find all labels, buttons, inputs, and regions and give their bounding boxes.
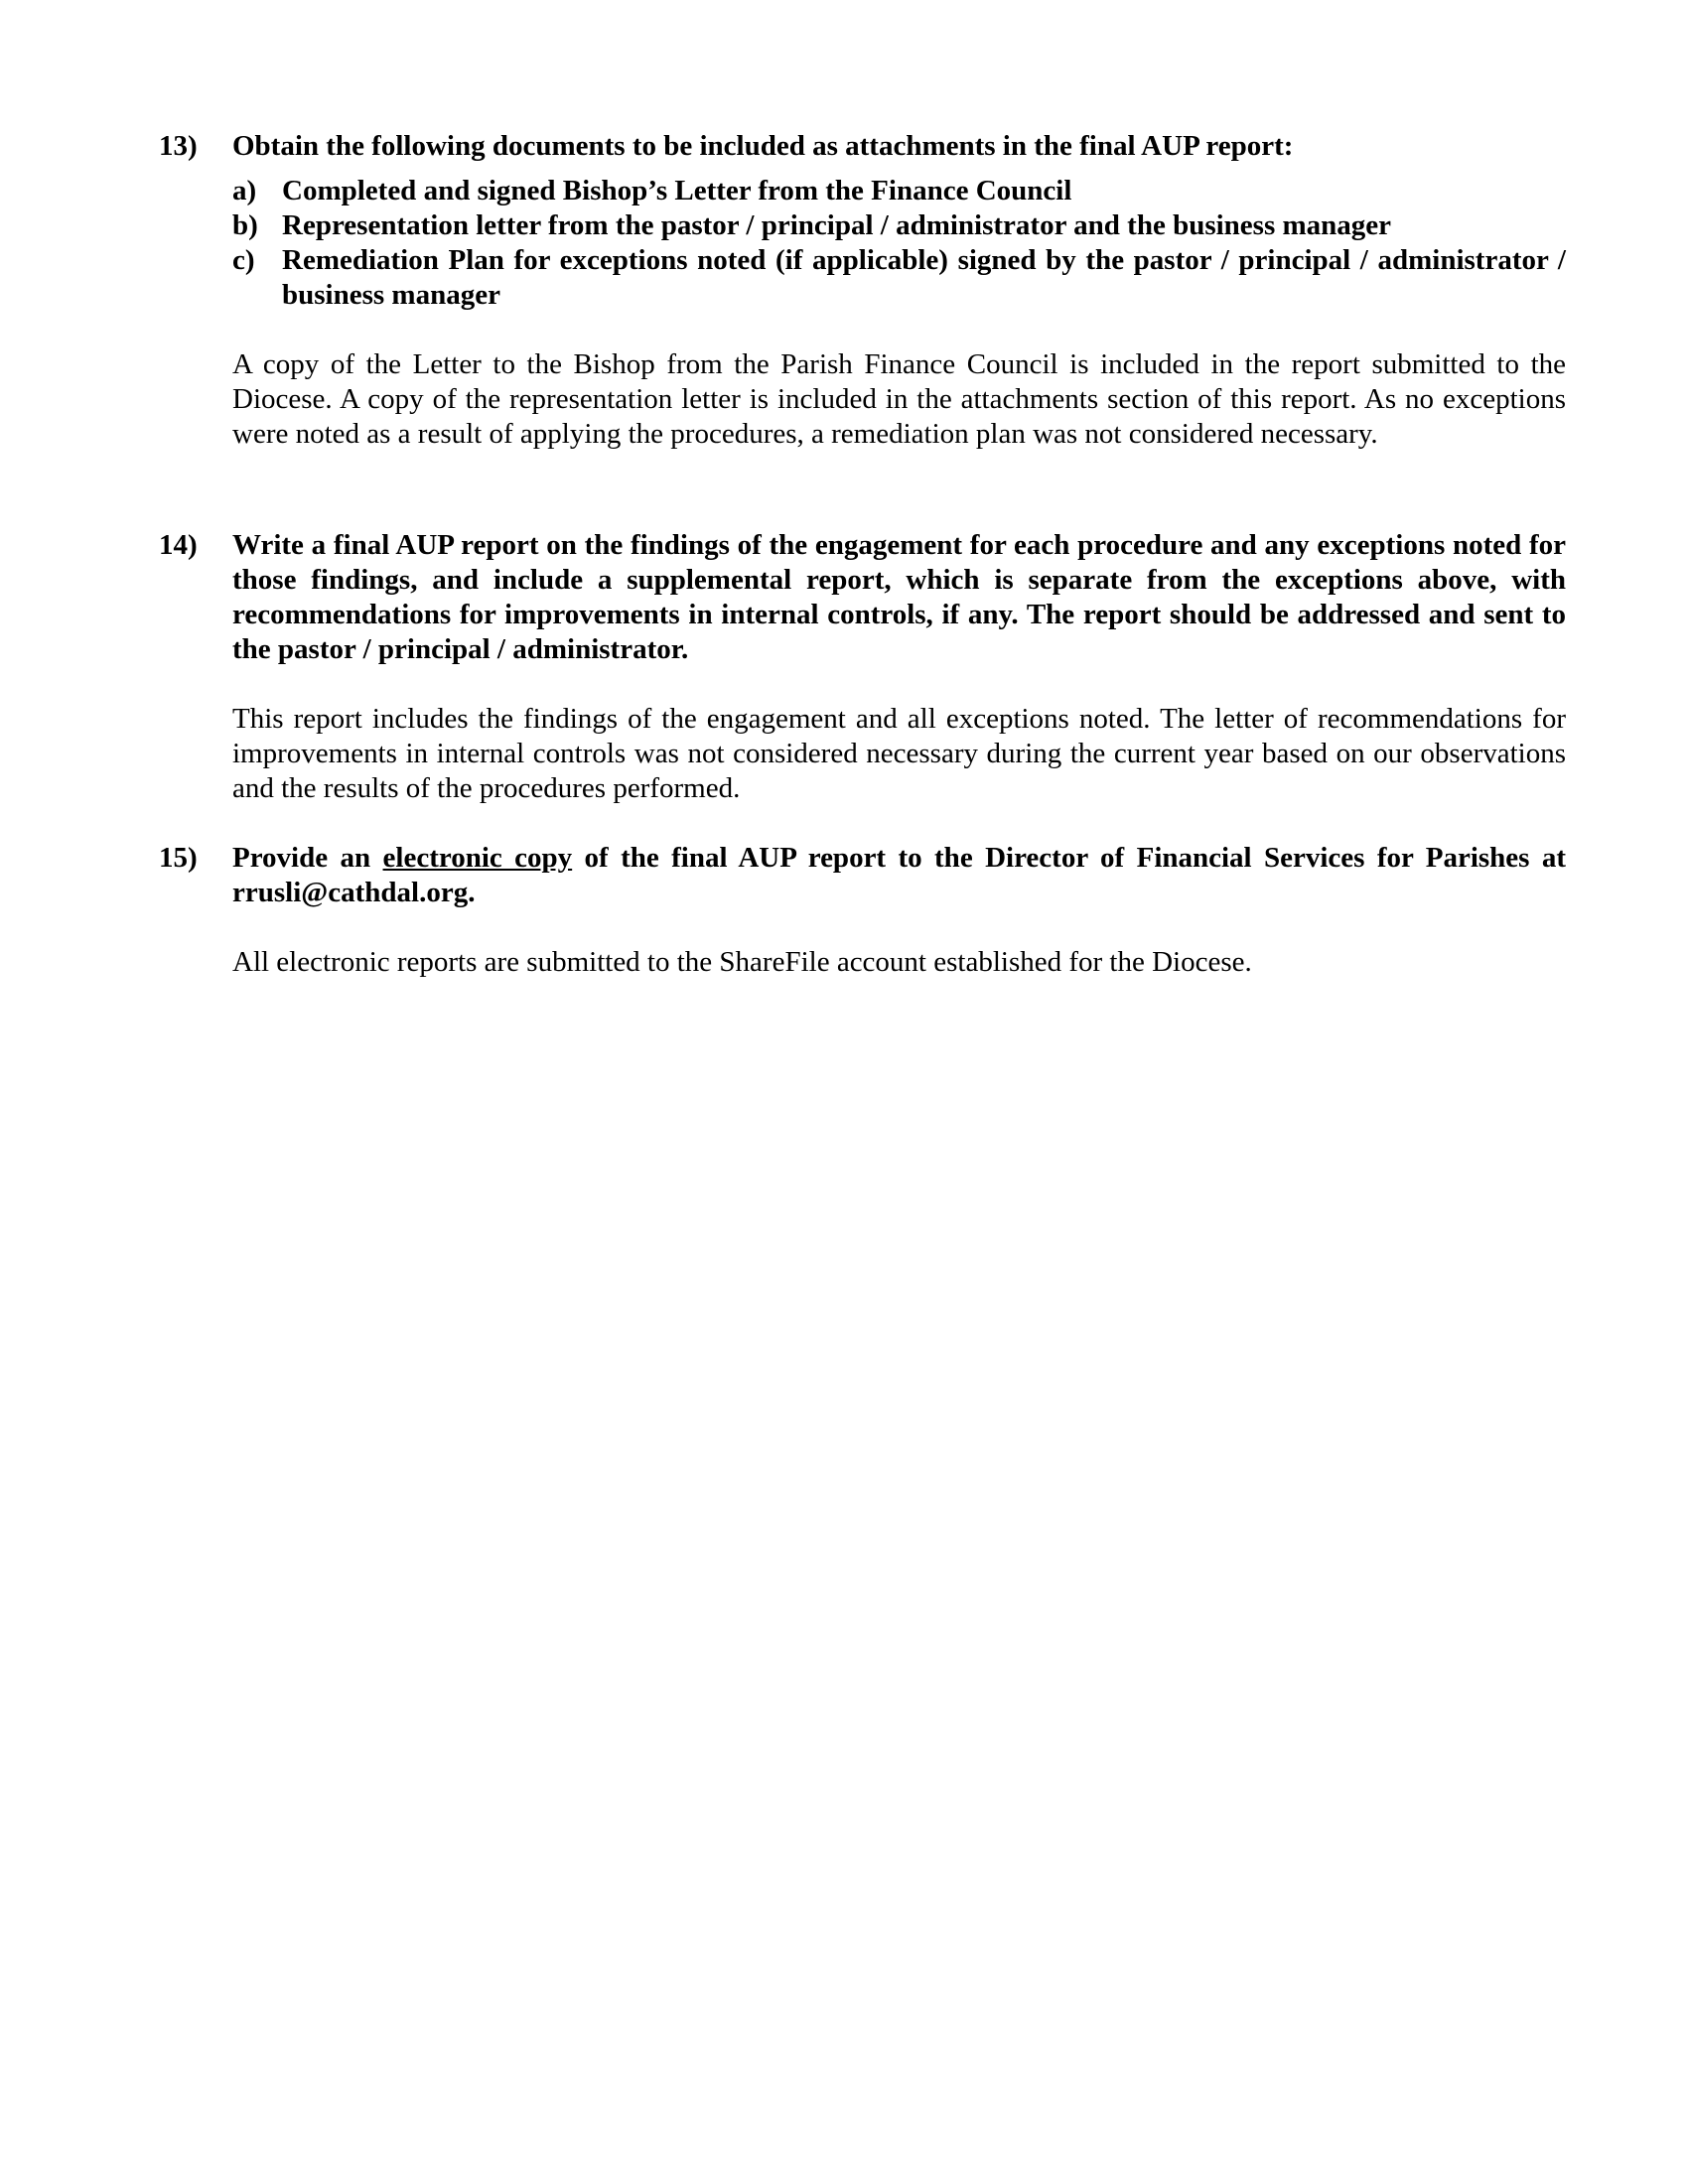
procedure-number: 15) — [159, 842, 198, 874]
procedure-heading: Write a final AUP report on the findings of the engagement for each procedure and any exceptions noted for those findings, and include a supplemental report, which is separate from the exceptions above, with recommendations for improvements in internal controls, if any. The report should be addressed and sent to the pastor / principal / administrator. — [232, 529, 1566, 665]
list-item — [232, 208, 1566, 243]
list-item-letter: c) — [232, 244, 255, 276]
procedure-response: All electronic reports are submitted to the ShareFile account established for the Diocese. — [232, 946, 1252, 978]
list-item-letter: a) — [232, 175, 257, 206]
procedure-15 — [159, 841, 1566, 980]
heading-text-post: of the final AUP report to the Director of Financial Services for Parishes at rrusli@cathdal.org. — [232, 842, 1567, 908]
list-item — [232, 174, 1566, 208]
procedure-14 — [159, 528, 1566, 806]
procedure-13 — [159, 129, 1566, 452]
list-item-text: Remediation Plan for exceptions noted (if applicable) signed by the pastor / principal / administrator / business manager — [282, 244, 1566, 311]
procedure-heading — [232, 841, 1566, 910]
list-item-letter: b) — [232, 209, 258, 241]
heading-text-pre: Provide an — [232, 842, 371, 874]
procedure-number: 14) — [159, 529, 198, 561]
list-item-text: Completed and signed Bishop’s Letter from the Finance Council — [282, 175, 1072, 206]
list-item — [232, 243, 1566, 313]
list-item-text: Representation letter from the pastor / principal / administrator and the business manager — [282, 209, 1392, 241]
procedure-number: 13) — [159, 130, 198, 162]
attachment-list — [232, 174, 1566, 313]
procedure-response: A copy of the Letter to the Bishop from the Parish Finance Council is included in the report submitted to the Diocese. A copy of the representation letter is included in the attachments section of this report. As no exceptions were noted as a result of applying the procedures, a remediation plan was not considered necessary. — [232, 348, 1566, 450]
procedure-response: This report includes the findings of the engagement and all exceptions noted. The letter of recommendations for improvements in internal controls was not considered necessary during the current year based on our observations and the results of the procedures performed. — [232, 703, 1566, 804]
electronic-copy-emphasis: electronic copy — [382, 842, 573, 874]
procedure-heading: Obtain the following documents to be included as attachments in the final AUP report: — [232, 130, 1294, 162]
